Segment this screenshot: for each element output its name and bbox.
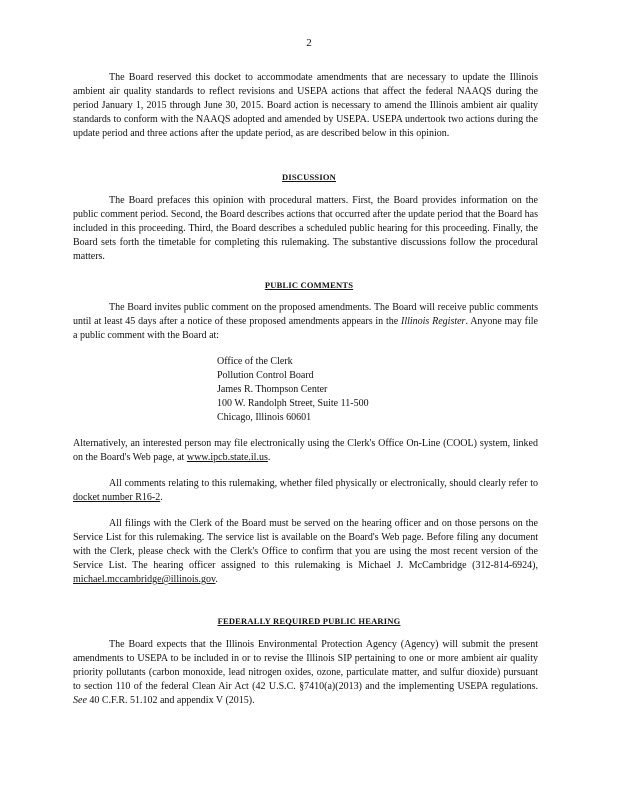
- public-comments-paragraph: [73, 301, 538, 343]
- refer-text: All comments relating to this rulemaking, whether filed physically or electronically, should clearly refer to: [109, 478, 538, 489]
- electronic-filing-paragraph: [73, 437, 538, 465]
- refer-end: .: [160, 492, 163, 503]
- discussion-paragraph: The Board prefaces this opinion with procedural matters. First, the Board provides information on the public comment period. Second, the Board describes actions that occurred after the update period that the Board has included in this proceeding. Third, the Board describes a scheduled public hearing for this proceeding. Finally, the Board sets forth the timetable for completing this rulemaking. The substantive discussions follow the procedural matters.: [73, 195, 538, 262]
- intro-paragraph: The Board reserved this docket to accommodate amendments that are necessary to update the Illinois ambient air quality standards to reflect revisions and USEPA actions that affect the federal NAAQS during the period January 1, 2015 through June 30, 2015. Board action is necessary to amend the Illinois ambient air quality standards to conform with the NAAQS adopted and amended by USEPA. USEPA undertook two actions during the update period and three actions after the update period, as are described below in this opinion.: [73, 72, 538, 139]
- filings-text: All filings with the Clerk of the Board must be served on the hearing officer and on those persons on the Service List for this rulemaking. The service list is available on the Board's Web page. Before filing any document with the Clerk, please check with the Clerk's Office to confirm that you are using the most recent version of the Service List. The hearing officer assigned to this rulemaking is Michael J. McCambridge (312-814-6924),: [73, 518, 538, 571]
- federal-text-1: The Board expects that the Illinois Environmental Protection Agency (Agency) will submit the present amendments to USEPA to be included in or to revise the Illinois SIP pertaining to one or more ambient air quality priority pollutants (carbon monoxide, lead nitrogen oxides, ozone, particulate matter, and sulfur dioxide) pursuant to section 110 of the federal Clean Air Act (42 U.S.C. §7410(a)(2013) and the implementing USEPA regulations.: [73, 639, 538, 692]
- hearing-officer-email-link[interactable]: michael.mccambridge@illinois.gov: [73, 574, 216, 585]
- filings-paragraph: [73, 517, 538, 587]
- federal-hearing-heading-text: FEDERALLY REQUIRED PUBLIC HEARING: [217, 616, 401, 626]
- address-line: Pollution Control Board: [217, 370, 314, 381]
- discussion-heading-text: DISCUSSION: [282, 172, 336, 182]
- address-line: 100 W. Randolph Street, Suite 11-500: [217, 398, 369, 409]
- address-line: Office of the Clerk: [217, 356, 293, 367]
- see-italic: See: [73, 695, 87, 706]
- filings-end: .: [215, 574, 218, 585]
- address-line: Chicago, Illinois 60601: [217, 412, 312, 423]
- address-line: James R. Thompson Center: [217, 384, 328, 395]
- docket-number: docket number R16-2: [73, 492, 161, 503]
- federal-text-2: 40 C.F.R. 51.102 and appendix V (2015).: [86, 695, 255, 706]
- electronic-text: Alternatively, an interested person may file electronically using the Clerk's Office On-Line (COOL) system, linked on the Board's Web page, at: [73, 438, 538, 463]
- public-comments-heading: [0, 278, 618, 292]
- federal-hearing-heading: [0, 614, 618, 628]
- comments-text-1: The Board invites public comment on the proposed amendments. The Board will receive public comments until at least 45 days after a notice of these proposed amendments appears in the: [73, 302, 538, 327]
- page-number: 2: [306, 37, 312, 49]
- clerk-address: [217, 355, 369, 425]
- federal-hearing-paragraph: [73, 638, 538, 708]
- public-comments-heading-text: PUBLIC COMMENTS: [264, 280, 354, 290]
- board-website-link[interactable]: www.ipcb.state.il.us: [186, 452, 268, 463]
- electronic-end: .: [267, 452, 271, 463]
- comments-text-2: . Anyone may file a public comment with the Board at:: [73, 316, 538, 341]
- discussion-heading: [0, 170, 618, 184]
- illinois-register-italic: Illinois Register: [400, 316, 466, 327]
- refer-docket-paragraph: [73, 477, 538, 505]
